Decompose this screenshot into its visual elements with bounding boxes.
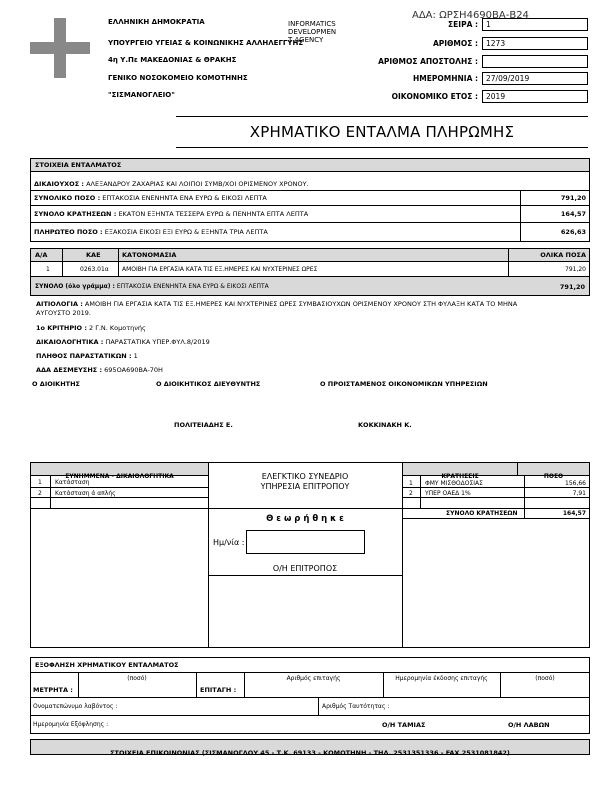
exoflisi-heading: ΕΞΟΦΛΗΣΗ ΧΡΗΜΑΤΙΚΟΥ ΕΝΤΑΛΜΑΤΟΣ [35, 661, 179, 669]
synimmena-heading: ΣΥΝΗΜΜΕΝΑ - ΔΙΚΑΙΟΛΟΓΗΤΙΚΑ [65, 473, 174, 480]
sig-oikonomikos: Ο ΠΡΟΙΣΤΑΜΕΝΟΣ ΟΙΚΟΝΟΜΙΚΩΝ ΥΠΗΡΕΣΙΩΝ [320, 380, 488, 388]
poso-heading: ΠΟΣΟ [543, 473, 564, 480]
krathseis-heading: ΚΡΑΤΗΣΕΙΣ [441, 473, 479, 480]
synimmena-heading-bar [30, 462, 209, 480]
sig-name-2: ΚΟΚΚΙΝΑΚΗ Κ. [358, 421, 412, 429]
apostolis-value [482, 55, 588, 68]
krathseis-row: ΣΥΝΟΛΟ ΚΡΑΤΗΣΕΩΝ : ΕΚΑΤΟΝ ΕΞΗΝΤΑ ΤΕΣΣΕΡΑ ΕΥΡΩ & ΠΕΝΗΝΤΑ ΕΠΤΑ ΛΕΠΤΑ [34, 210, 309, 218]
hm-label: Ημ/νία : [213, 538, 245, 547]
stoixeia-heading-bar [30, 158, 590, 172]
ada-top: ΑΔΑ: ΩΡΣΗ4690ΒΑ-Β24 [412, 10, 529, 21]
seira-label: ΣΕΙΡΑ : [448, 20, 478, 29]
hm-field[interactable] [246, 530, 365, 554]
hm-exoflisis: Ημερομηνία Εξόφλησης : [33, 721, 109, 728]
hm-ekdosis: Ημερομηνία έκδοσης επιταγής [395, 675, 488, 682]
synolo-krathseon-label: ΣΥΝΟΛΟ ΚΡΑΤΗΣΕΩΝ [446, 510, 518, 517]
onomateponymo: Ονοματεπώνυμο λαβόντος : [33, 703, 118, 710]
kritirio: 1ο ΚΡΙΤΗΡΙΟ : 2 Γ.Ν. Κομοτηνής [36, 324, 146, 332]
poso-heading-bar [517, 462, 590, 480]
dikaiologitika: ΔΙΚΑΙΟΛΟΓΗΤΙΚΑ : ΠΑΡΑΣΤΑΤΙΚΑ ΥΠΕΡ.ΦΥΛ.8/2019 [36, 338, 210, 346]
items-total-text: ΣΥΝΟΛΟ (όλο γράμμα) : ΕΠΤΑΚΟΣΙΑ ΕΝΕΝΗΝΤΑ ΕΝΑ ΕΥΡΩ & ΕΙΚΟΣΙ ΛΕΠΤΑ [35, 283, 269, 290]
tamias: Ο/Η ΤΑΜΙΑΣ [382, 721, 426, 729]
pliroteo-value: 626,63 [560, 228, 586, 236]
poso-1: (ποσό) [127, 675, 147, 682]
seira-value: 1 [482, 18, 588, 31]
ada-desmeysis: ΑΔΑ ΔΕΣΜΕΥΣΗΣ : 695ΟΑ690ΒΑ-70Η [36, 366, 163, 374]
year-label: ΟΙΚΟΝΟΜΙΚΟ ΕΤΟΣ : [391, 92, 478, 101]
sig-name-1: ΠΟΛΙΤΕΙΑΔΗΣ Ε. [174, 421, 233, 429]
lavon: Ο/Η ΛΑΒΩΝ [508, 721, 550, 729]
arithmos-epitagis: Αριθμός επιταγής [286, 675, 341, 682]
header-hospital: ΓΕΝΙΚΟ ΝΟΣΟΚΟΜΕΙΟ ΚΟΜΟΤΗΝΗΣ [108, 74, 248, 82]
date-value: 27/09/2019 [482, 72, 588, 85]
year-value: 2019 [482, 90, 588, 103]
arithmos-label: ΑΡΙΘΜΟΣ : [432, 39, 478, 48]
synolo-krathseon-value: 164,57 [562, 510, 586, 517]
items-header-aa: Α/Α [35, 251, 48, 259]
pliroteo-row: ΠΛΗΡΩΤΕΟ ΠΟΣΟ : ΕΞΑΚΟΣΙΑ ΕΙΚΟΣΙ ΕΞΙ ΕΥΡΩ & ΕΞΗΝΤΑ ΤΡΙΑ ΛΕΠΤΑ [34, 228, 268, 236]
header-hospital-name: "ΣΙΣΜΑΝΟΓΛΕΙΟ" [108, 91, 175, 99]
synolo-value: 791,20 [560, 194, 586, 202]
logo-cross-icon [30, 18, 90, 78]
header-ype: 4η Υ.Πε ΜΑΚΕΔΟΝΙΑΣ & ΘΡΑΚΗΣ [108, 56, 237, 64]
aitiologia: ΑΙΤΙΟΛΟΓΙΑ : ΑΜΟΙΒΗ ΓΙΑ ΕΡΓΑΣΙΑ ΚΑΤΑ ΤΙΣ ΕΞ.ΗΜΕΡΕΣ ΚΑΙ ΝΥΧΤΕΡΙΝΕΣ ΩΡΕΣ ΣΥΜΒΑΣΙΟΥΧΩΝ ΟΡΙΣΜΕΝΟΥ ΧΡΟΝΟΥ ΣΤΗ ΦΥΛΑΞΗ ΚΑΤΑ ΤΟ ΜΗΝΑ ΑΥΓΟΥΣΤΟ 2019. [36, 300, 518, 317]
sig-dioikitikos: Ο ΔΙΟΙΚΗΤΙΚΟΣ ΔΙΕΥΘΥΝΤΗΣ [156, 380, 261, 388]
agency-stamp: INFORMATICS DEVELOPMEN T AGENCY [288, 20, 337, 44]
date-label: ΗΜΕΡΟΜΗΝΙΑ : [413, 74, 478, 83]
stoixeia-heading: ΣΤΟΙΧΕΙΑ ΕΝΤΑΛΜΑΤΟΣ [35, 161, 122, 169]
title-box [176, 116, 588, 148]
elegktiko: ΕΛΕΓΚΤΙΚΟ ΣΥΝΕΔΡΙΟ ΥΠΗΡΕΣΙΑ ΕΠΙΤΡΟΠΟΥ [260, 472, 350, 491]
epitagi-label: ΕΠΙΤΑΓΗ : [200, 686, 237, 694]
header-republic: ΕΛΛΗΝΙΚΗ ΔΗΜΟΚΡΑΤΙΑ [108, 18, 205, 26]
header-ministry: ΥΠΟΥΡΓΕΙΟ ΥΓΕΙΑΣ & ΚΟΙΝΩΝΙΚΗΣ ΑΛΛΗΛΕΓΓΥΗΣ [108, 39, 304, 47]
items-total-value: 791,20 [559, 283, 585, 291]
plithos: ΠΛΗΘΟΣ ΠΑΡΑΣΤΑΤΙΚΩΝ : 1 [36, 352, 138, 360]
synolo-row: ΣΥΝΟΛΙΚΟ ΠΟΣΟ : ΕΠΤΑΚΟΣΙΑ ΕΝΕΝΗΝΤΑ ΕΝΑ ΕΥΡΩ & ΕΙΚΟΣΙ ΛΕΠΤΑ [34, 194, 267, 202]
theorithike: Θ ε ω ρ ή θ η κ ε [266, 514, 344, 524]
items-header-name: ΚΑΤΟΝΟΜΑΣΙΑ [122, 251, 177, 259]
apostolis-label: ΑΡΙΘΜΟΣ ΑΠΟΣΤΟΛΗΣ : [378, 57, 478, 66]
krathseis-value: 164,57 [560, 210, 586, 218]
page-title: ΧΡΗΜΑΤΙΚΟ ΕΝΤΑΛΜΑ ΠΛΗΡΩΜΗΣ [249, 123, 515, 141]
items-total-bar [30, 276, 590, 296]
epitropos: Ο/Η ΕΠΙΤΡΟΠΟΣ [272, 564, 338, 573]
sig-dioikitis: Ο ΔΙΟΙΚΗΤΗΣ [32, 380, 80, 388]
footer-contact: ΣΤΟΙΧΕΙΑ ΕΠΙΚΟΙΝΩΝΙΑΣ (ΣΙΣΜΑΝΟΓΛΟΥ 45 - Τ.Κ. 69133 - ΚΟΜΟΤΗΝΗ - ΤΗΛ. 2531351336 - FAX 2531081842) [110, 749, 510, 757]
items-header-amount: ΟΛΙΚΑ ΠΟΣΑ [540, 251, 586, 259]
krathseis-heading-bar [402, 462, 518, 480]
items-header-kae: ΚΑΕ [86, 251, 101, 259]
poso-2: (ποσό) [535, 675, 555, 682]
arithmos-taytotitas: Αριθμός Ταυτότητας : [322, 703, 390, 710]
metrita-label: ΜΕΤΡΗΤΑ : [33, 686, 73, 694]
dikaiouxos-row: ΔΙΚΑΙΟΥΧΟΣ : ΑΛΕΞΑΝΔΡΟΥ ΖΑΧΑΡΙΑΣ ΚΑΙ ΛΟΙΠΟΙ ΣΥΜΒ/ΧΟΙ ΟΡΙΣΜΕΝΟΥ ΧΡΟΝΟΥ. [34, 180, 309, 188]
footer-bar [30, 739, 590, 755]
arithmos-value: 1273 [482, 37, 588, 50]
